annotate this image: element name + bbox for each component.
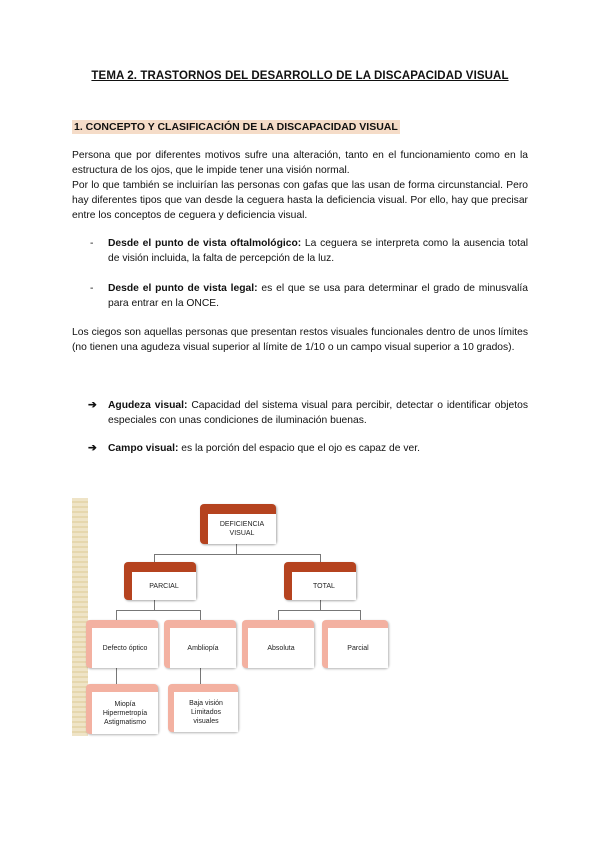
node-parcial-total: Parcial: [322, 620, 388, 668]
connector: [200, 610, 201, 620]
ciegos-paragraph: Los ciegos son aquellas personas que presentan restos visuales funcionales dentro de unos límites (no tienen una agudeza visual superior al límite de 1/10 o un campo visual superior a 10 grados).: [72, 327, 528, 353]
node-deficiencia-visual: DEFICIENCIA VISUAL: [200, 504, 276, 544]
dash-marker: -: [90, 238, 94, 249]
node-parcial: PARCIAL: [124, 562, 196, 600]
arrow-item-text: Capacidad del sistema visual para percibir, detectar o identificar objetos especiales con unas condiciones de iluminación buenas.: [108, 400, 528, 426]
page-title: TEMA 2. TRASTORNOS DEL DESARROLLO DE LA DISCAPACIDAD VISUAL: [91, 70, 509, 82]
dash-item-bold: Desde el punto de vista legal:: [108, 283, 258, 294]
dash-item: [90, 236, 528, 266]
connector: [200, 666, 201, 684]
leaf-baja-vision: Baja visión: [189, 699, 223, 707]
node-total: TOTAL: [284, 562, 356, 600]
dash-item-text: es el que se usa para determinar el grado de minusvalía para entrar en la ONCE.: [108, 283, 528, 309]
node-ambliopia-children: [168, 684, 238, 732]
node-defecto-children: [86, 684, 158, 734]
connector: [360, 610, 361, 620]
classification-diagram: [72, 498, 402, 736]
arrow-item: [88, 398, 528, 428]
connector: [154, 554, 320, 555]
dash-item: [90, 281, 528, 311]
node-ambliopia: Ambliopía: [164, 620, 236, 668]
arrow-icon: ➔: [88, 400, 97, 411]
connector: [116, 610, 117, 620]
dash-item-bold: Desde el punto de vista oftalmológico:: [108, 238, 302, 249]
connector: [278, 610, 279, 620]
connector: [278, 610, 360, 611]
leaf-miopia: Miopía: [114, 700, 136, 708]
leaf-hipermetropia: Hipermetropía: [102, 709, 148, 717]
intro-paragraph-2: Por lo que también se incluirían las personas con gafas que las usan de forma circunstancial. Pero hay diferentes tipos que van desde la ceguera hasta la deficiencia visual. Por ello, hay que precisar entre los conceptos de ceguera y deficiencia visual.: [72, 180, 528, 221]
arrow-item-bold: Agudeza visual:: [108, 400, 188, 411]
intro-paragraph: Persona que por diferentes motivos sufre una alteración, tanto en el funcionamiento como en la estructura de los ojos, que le impide tener una visión normal.: [72, 150, 528, 176]
connector: [116, 666, 117, 684]
leaf-limitados-visuales: Limitados visuales: [191, 708, 221, 725]
arrow-item-bold: Campo visual:: [108, 443, 179, 454]
section-heading: 1. CONCEPTO Y CLASIFICACIÓN DE LA DISCAPACIDAD VISUAL: [74, 121, 398, 133]
dash-marker: -: [90, 283, 94, 294]
node-absoluta: Absoluta: [242, 620, 314, 668]
leaf-astigmatismo: Astigmatismo: [103, 718, 146, 726]
arrow-item: [88, 441, 528, 456]
node-defecto-optico: Defecto óptico: [86, 620, 158, 668]
connector: [116, 610, 200, 611]
arrow-item-text: es la porción del espacio que el ojo es capaz de ver.: [178, 443, 420, 454]
arrow-icon: ➔: [88, 443, 97, 454]
dash-item-text: La ceguera se interpreta como la ausencia total de visión incluida, la falta de percepción de la luz.: [108, 238, 528, 264]
